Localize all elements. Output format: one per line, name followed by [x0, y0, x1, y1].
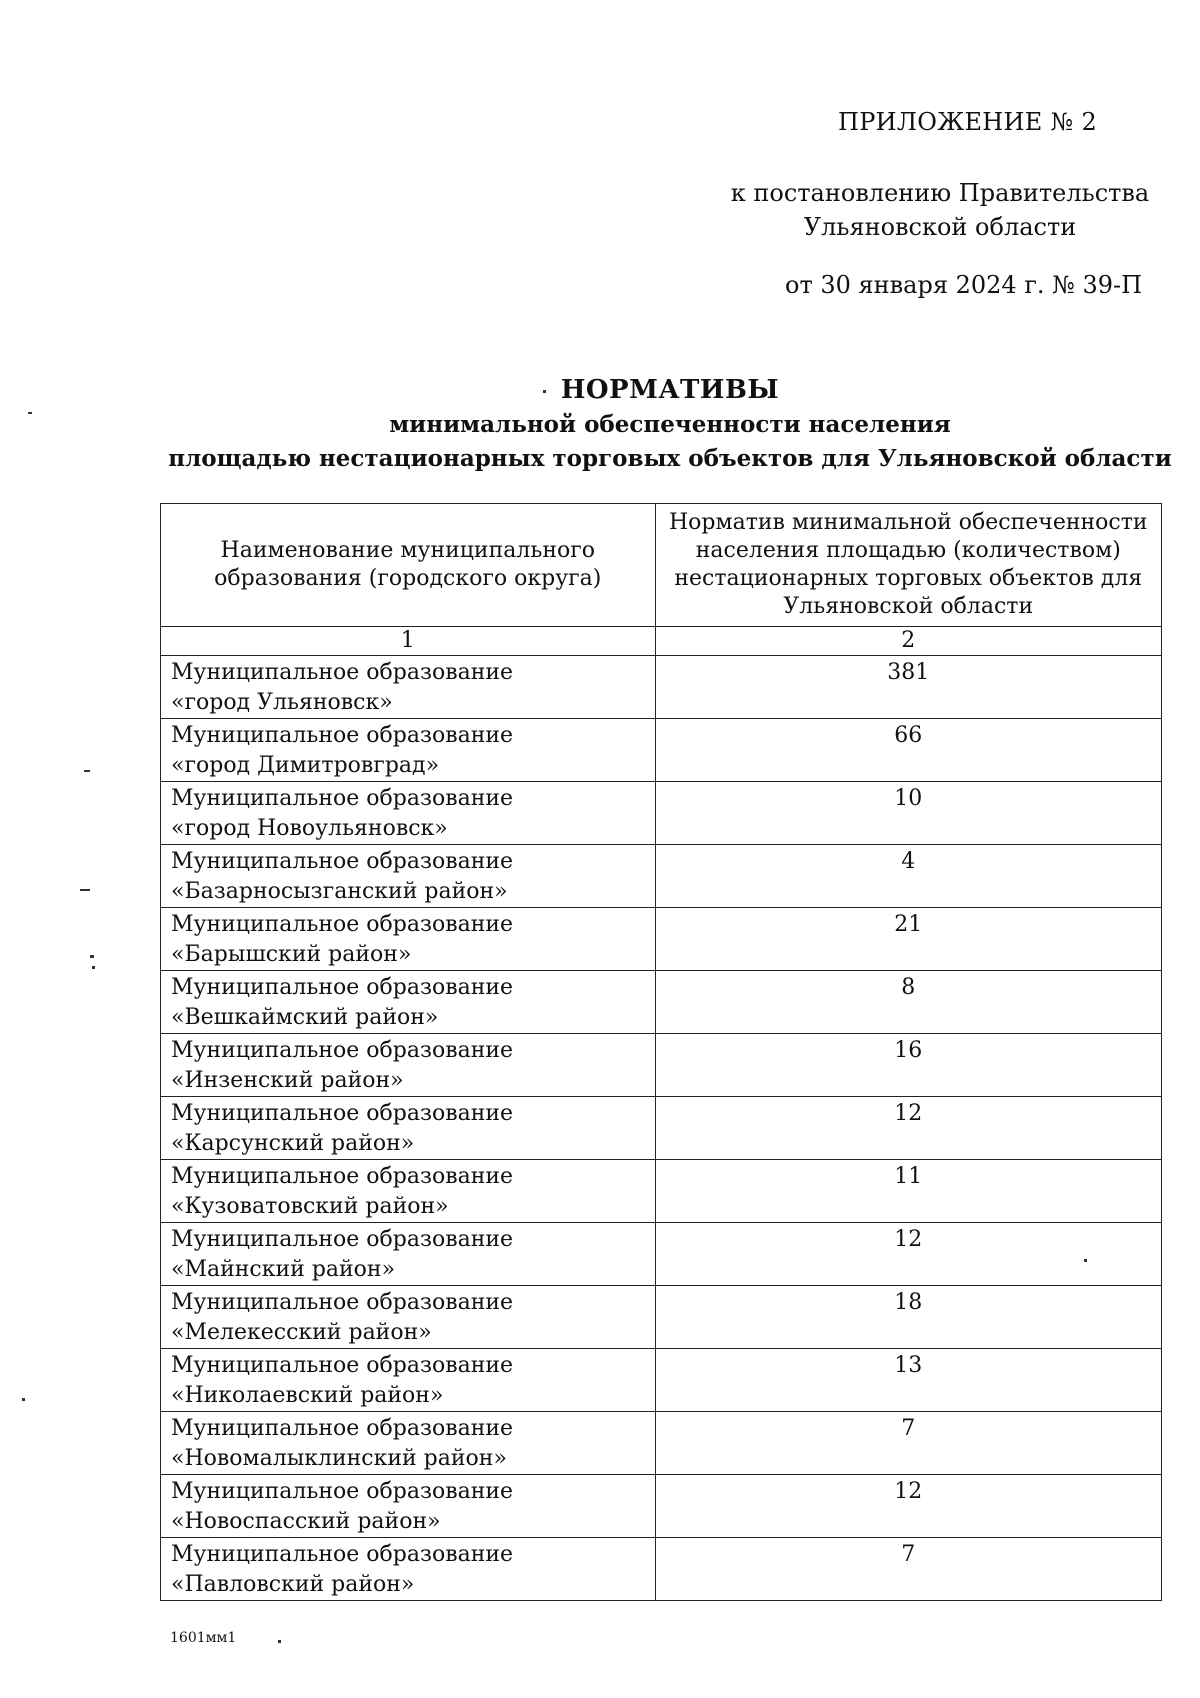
municipality-name: «Вешкаймский район»	[171, 1005, 439, 1030]
scan-speck	[278, 1640, 281, 1643]
norm-value-cell: 12	[655, 1475, 1161, 1538]
scan-speck	[1084, 1259, 1087, 1262]
municipality-name: «Новоспасский район»	[171, 1509, 441, 1534]
scan-speck	[22, 1398, 25, 1401]
municipality-name: «Инзенский район»	[171, 1068, 404, 1093]
municipality-name-cell	[161, 782, 656, 845]
table-row	[161, 1160, 1162, 1223]
norms-table	[160, 503, 1162, 1601]
table-row	[161, 656, 1162, 719]
table-row	[161, 1034, 1162, 1097]
municipality-prefix: Муниципальное образование	[171, 1101, 514, 1126]
municipality-prefix: Муниципальное образование	[171, 1227, 514, 1252]
municipality-name: «Мелекесский район»	[171, 1320, 432, 1345]
municipality-name: «Новомалыклинский район»	[171, 1446, 507, 1471]
header-municipality: Наименование муниципального образования (городского округа)	[161, 504, 656, 627]
municipality-prefix: Муниципальное образование	[171, 1353, 514, 1378]
municipality-name-cell	[161, 719, 656, 782]
municipality-name: «Карсунский район»	[171, 1131, 415, 1156]
municipality-name-cell	[161, 1097, 656, 1160]
table-row	[161, 1223, 1162, 1286]
municipality-name-cell	[161, 1538, 656, 1601]
municipality-name-cell	[161, 845, 656, 908]
municipality-name-cell	[161, 1034, 656, 1097]
municipality-name: «город Димитровград»	[171, 753, 440, 778]
scan-speck	[28, 412, 32, 414]
norm-value-cell: 11	[655, 1160, 1161, 1223]
municipality-prefix: Муниципальное образование	[171, 1479, 514, 1504]
title-main: НОРМАТИВЫ	[560, 375, 780, 405]
appendix-date: от 30 января 2024 г. № 39-П	[785, 271, 1143, 299]
municipality-prefix: Муниципальное образование	[171, 1038, 514, 1063]
municipality-prefix: Муниципальное образование	[171, 1416, 514, 1441]
table-row	[161, 1286, 1162, 1349]
table-row	[161, 845, 1162, 908]
municipality-name-cell	[161, 1475, 656, 1538]
norm-value-cell: 7	[655, 1538, 1161, 1601]
table-row	[161, 1349, 1162, 1412]
scan-speck	[92, 966, 95, 969]
municipality-name-cell	[161, 1160, 656, 1223]
municipality-name: «Кузоватовский район»	[171, 1194, 449, 1219]
municipality-name: «Павловский район»	[171, 1572, 415, 1597]
table-row	[161, 719, 1162, 782]
municipality-name: «Майнский район»	[171, 1257, 396, 1282]
column-number-1: 1	[161, 627, 656, 656]
table-row	[161, 971, 1162, 1034]
scan-speck	[84, 770, 90, 772]
column-number-row	[161, 627, 1162, 656]
municipality-name-cell	[161, 971, 656, 1034]
footer-code: 1601мм1	[170, 1630, 237, 1646]
municipality-name: «город Новоульяновск»	[171, 816, 448, 841]
norm-value-cell: 18	[655, 1286, 1161, 1349]
table-body	[161, 656, 1162, 1601]
norm-value-cell: 12	[655, 1097, 1161, 1160]
scan-speck	[80, 889, 90, 891]
table-row	[161, 782, 1162, 845]
norm-value-cell: 12	[655, 1223, 1161, 1286]
norm-value-cell: 21	[655, 908, 1161, 971]
municipality-name: «Барышский район»	[171, 942, 412, 967]
municipality-name-cell	[161, 1286, 656, 1349]
table-header-row	[161, 504, 1162, 627]
norm-value-cell: 10	[655, 782, 1161, 845]
norm-value-cell: 7	[655, 1412, 1161, 1475]
appendix-reference	[720, 176, 1160, 244]
municipality-prefix: Муниципальное образование	[171, 660, 514, 685]
appendix-ref-line1: к постановлению Правительства	[730, 179, 1150, 207]
municipality-prefix: Муниципальное образование	[171, 1164, 514, 1189]
norm-value-cell: 381	[655, 656, 1161, 719]
municipality-prefix: Муниципальное образование	[171, 1542, 514, 1567]
scan-speck	[90, 955, 94, 958]
table-row	[161, 1538, 1162, 1601]
norm-value-cell: 4	[655, 845, 1161, 908]
municipality-name-cell	[161, 908, 656, 971]
scan-speck	[543, 390, 546, 393]
appendix-number: ПРИЛОЖЕНИЕ № 2	[838, 108, 1098, 136]
title-line3: площадью нестационарных торговых объектов для Ульяновской области	[168, 445, 1172, 472]
table-row	[161, 1475, 1162, 1538]
document-title	[130, 372, 1200, 476]
municipality-name: «Николаевский район»	[171, 1383, 444, 1408]
municipality-prefix: Муниципальное образование	[171, 912, 514, 937]
municipality-prefix: Муниципальное образование	[171, 786, 514, 811]
municipality-prefix: Муниципальное образование	[171, 975, 514, 1000]
municipality-name-cell	[161, 1412, 656, 1475]
table-row	[161, 1412, 1162, 1475]
municipality-name: «город Ульяновск»	[171, 690, 393, 715]
norm-value-cell: 13	[655, 1349, 1161, 1412]
municipality-prefix: Муниципальное образование	[171, 849, 514, 874]
table-row	[161, 1097, 1162, 1160]
title-line2: минимальной обеспеченности населения	[389, 411, 951, 438]
municipality-prefix: Муниципальное образование	[171, 723, 514, 748]
norm-value-cell: 16	[655, 1034, 1161, 1097]
column-number-2: 2	[655, 627, 1161, 656]
norm-value-cell: 66	[655, 719, 1161, 782]
header-norm: Норматив минимальной обеспеченности населения площадью (количеством) нестационарных торговых объектов для Ульяновской области	[655, 504, 1161, 627]
municipality-name-cell	[161, 656, 656, 719]
municipality-name-cell	[161, 1349, 656, 1412]
table-row	[161, 908, 1162, 971]
municipality-name-cell	[161, 1223, 656, 1286]
municipality-name: «Базарносызганский район»	[171, 879, 508, 904]
appendix-ref-line2: Ульяновской области	[803, 213, 1077, 241]
norm-value-cell: 8	[655, 971, 1161, 1034]
municipality-prefix: Муниципальное образование	[171, 1290, 514, 1315]
